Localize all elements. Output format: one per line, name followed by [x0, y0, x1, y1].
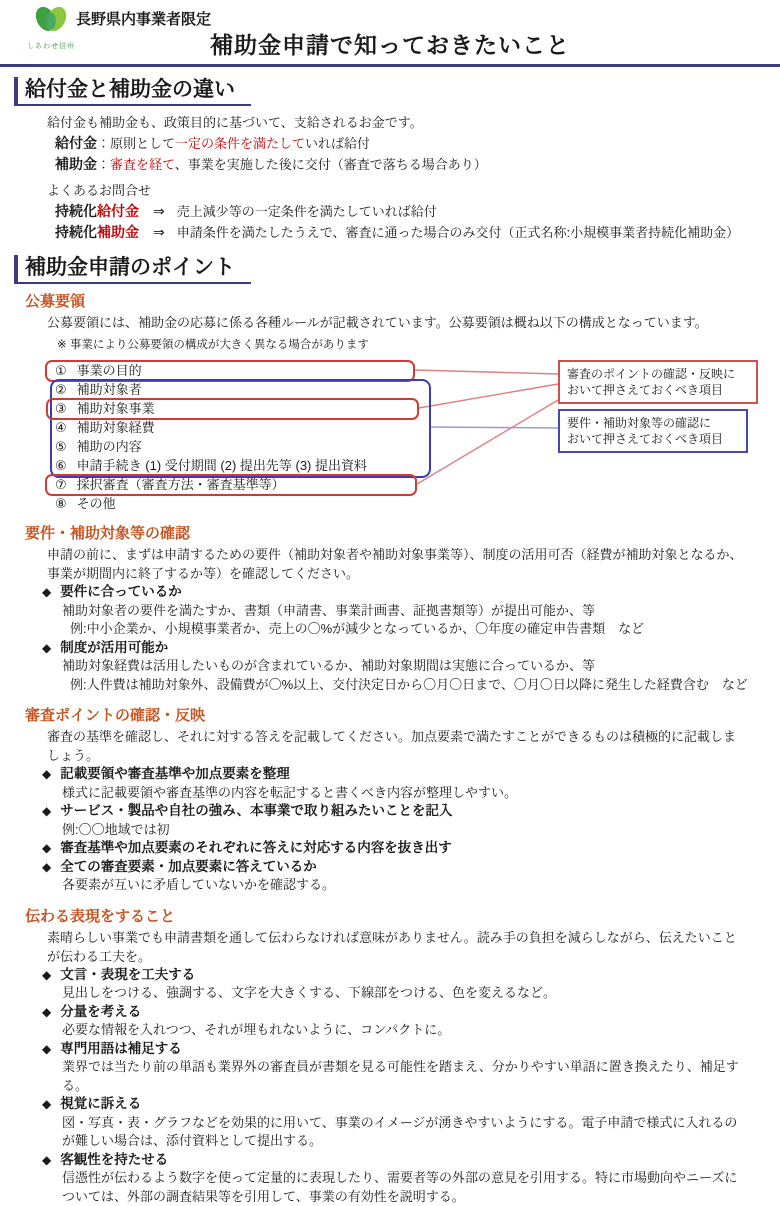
diamond-icon: ◆ [42, 967, 52, 982]
diamond-icon: ◆ [42, 767, 52, 782]
item-number: ② [55, 382, 67, 398]
subsection-heading: 公募要領 [25, 293, 86, 311]
bullet-text: 信憑性が伝わるよう数字を使って定量的に表現したり、需要者等の外部の意見を引用する。特に市場動向やニーズについては、外部の調査結果等を引用して、事業の有効性を説明する。 [62, 1170, 738, 1204]
item-label: 採択審査（審査方法・審査基準等） [76, 477, 285, 493]
subsection-intro: 公募要領には、補助金の応募に係る各種ルールが記載されています。公募要領は概ね以下の構成となっています。 [47, 315, 708, 331]
section-points [0, 243, 780, 1206]
list-item [55, 380, 142, 399]
heart-leaf-icon [33, 5, 69, 35]
callout-line: おいて押さえておくべき項目 [567, 432, 724, 447]
subsection-heading: 審査ポイントの確認・反映 [25, 707, 206, 725]
bullet-text: 様式に記載要領や審査基準の内容を転記すると書くべき内容が整理しやすい。 [62, 784, 518, 800]
restriction-label: 長野県内事業者限定 [76, 11, 212, 28]
diamond-icon: ◆ [42, 804, 52, 819]
list-item [55, 475, 285, 494]
faq-label: よくあるお問合せ [47, 183, 152, 199]
bullet-title-text: 分量を考える [60, 1003, 142, 1019]
item-number: ⑥ [55, 458, 67, 474]
example-text: 例:人件費は補助対象外、設備費が〇%以上、交付決定日から〇月〇日まで、〇月〇日以降に発生した経費含む など [70, 676, 748, 692]
section-heading: 給付金と補助金の違い [14, 77, 251, 106]
subsection-intro: 審査の基準を確認し、それに対する答えを記載してください。加点要素で満たすことができるものは積極的に記載しましょう。 [47, 729, 737, 764]
bullet-text: 見出しをつける、強調する、文字を大きくする、下線部をつける、色を変えるなど。 [62, 985, 557, 1001]
bullet-title-text: 視覚に訴える [60, 1096, 142, 1112]
bullet-title-text: 文言・表現を工夫する [60, 966, 196, 982]
bullet-text: 補助対象経費は活用したいものが含まれているか、補助対象期間は実態に合っているか、等 [62, 658, 596, 674]
item-label: 補助対象者 [76, 382, 142, 398]
subsection-shinsa [0, 704, 780, 895]
bullet-text: 図・写真・表・グラフなどを効果的に用いて、事業のイメージが湧きやすいようにする。電子申請で様式に入れるのが難しい場合は、添付資料として提出する。 [62, 1114, 738, 1149]
diamond-icon: ◆ [42, 841, 52, 856]
bullet-text: 各要素が互いに矛盾していないかを確認する。 [62, 877, 336, 893]
item-number: ① [55, 363, 67, 379]
list-item [55, 361, 142, 380]
faq2-arrow: ⇒ [153, 224, 165, 241]
subsection-intro: 申請の前に、まずは申請するための要件（補助対象者や補助対象事業等）、制度の活用可否（経費が補助対象となるか、事業が期間内に終了するか等）を確認してください。 [47, 547, 743, 582]
faq1-desc: 売上減少等の一定条件を満たしていれば給付 [176, 204, 437, 220]
kyufukin-red-text: 一定の条件を満たして [175, 136, 306, 152]
diamond-icon: ◆ [42, 640, 52, 655]
faq-row [55, 222, 780, 243]
subsection-koubo [0, 290, 780, 512]
hojokin-pre: ： [97, 157, 111, 173]
bullet-title-text: 客観性を持たせる [60, 1151, 169, 1167]
subsection-heading: 要件・補助対象等の確認 [25, 525, 191, 543]
item-label: 事業の目的 [76, 363, 142, 379]
diamond-icon: ◆ [42, 585, 52, 600]
faq2-term-red: 補助金 [97, 224, 139, 241]
bullet-title-text: 専門用語は補足する [60, 1040, 182, 1056]
bullet-text: 補助対象者の要件を満たすか、書類（申請書、事業計画書、証拠書類等）が提出可能か、等 [62, 602, 596, 618]
bullet-title-text: サービス・製品や自社の強み、本事業で取り組みたいことを記入 [60, 803, 453, 819]
subsection-heading: 伝わる表現をすること [25, 907, 176, 925]
callout-requirements [558, 409, 748, 453]
subsection-yoken [0, 522, 780, 694]
hojokin-post: 、事業を実施した後に交付（審査で落ちる場合あり） [174, 157, 487, 173]
bullet-title-text: 記載要領や審査基準や加点要素を整理 [60, 766, 290, 782]
kyufukin-post: いれば給付 [305, 136, 371, 152]
logo-caption: しあわせ信州 [27, 43, 75, 50]
bullet-title [42, 858, 780, 877]
example-text: 例:中小企業か、小規模事業者か、売上の〇%が減少となっているか、〇年度の確定申告書類 など [70, 621, 645, 637]
item-number: ⑧ [55, 496, 67, 512]
item-number: ③ [55, 401, 67, 417]
header [0, 0, 780, 67]
faq2-term-black: 持続化 [55, 224, 97, 241]
callout-review-points [558, 360, 758, 404]
bullet-title-text: 全ての審査要素・加点要素に答えているか [60, 858, 317, 874]
item-label: その他 [76, 496, 116, 512]
faq1-term-red: 給付金 [97, 203, 139, 220]
section-heading: 補助金申請のポイント [14, 255, 251, 284]
diamond-icon: ◆ [42, 859, 52, 874]
item-number: ④ [55, 420, 67, 436]
diamond-icon: ◆ [42, 1152, 52, 1167]
intro-text: 給付金も補助金も、政策目的に基づいて、支給されるお金です。 [47, 115, 423, 131]
term-kyufukin: 給付金 [55, 135, 97, 152]
faq2-desc: 申請条件を満たしたうえで、審査に通った場合のみ交付（正式名称:小規模事業者持続化補助金） [176, 225, 740, 241]
shiawase-shinshu-logo [22, 5, 80, 51]
list-item [55, 399, 155, 418]
bullet-title [42, 1040, 780, 1059]
item-number: ⑤ [55, 439, 67, 455]
section-difference [0, 67, 780, 243]
faq1-term-black: 持続化 [55, 203, 97, 220]
faq1-arrow: ⇒ [153, 203, 165, 220]
subsection-tsutawaru [0, 905, 780, 1206]
diamond-icon: ◆ [42, 1097, 52, 1112]
bullet-title [42, 839, 780, 858]
guideline-structure-diagram [45, 360, 770, 512]
bullet-title [42, 639, 780, 658]
bullet-title [42, 765, 780, 784]
term-hojokin: 補助金 [55, 156, 97, 173]
page-title: 補助金申請で知っておきたいこと [210, 32, 570, 58]
bullet-text: 必要な情報を入れつつ、それが埋もれないように、コンパクトに。 [62, 1022, 451, 1038]
list-item [55, 456, 367, 475]
item-label: 補助の内容 [76, 439, 142, 455]
bullet-title-text: 制度が活用可能か [60, 639, 169, 655]
list-item [55, 437, 142, 456]
faq-row [55, 201, 780, 222]
item-label: 申請手続き (1) 受付期間 (2) 提出先等 (3) 提出資料 [76, 458, 367, 474]
diamond-icon: ◆ [42, 1041, 52, 1056]
item-label: 補助対象経費 [76, 420, 155, 436]
hojokin-red-text: 審査を経て [110, 157, 175, 173]
bullet-text: 業界では当たり前の単語も業界外の審査員が書類を見る可能性を踏まえ、分かりやすい単語に置き換えたり、補足する。 [62, 1059, 739, 1093]
hojokin-line [55, 154, 780, 175]
item-label: 補助対象事業 [76, 401, 155, 417]
bullet-title [42, 1095, 780, 1114]
item-number: ⑦ [55, 477, 67, 493]
bullet-title-text: 要件に合っているか [60, 584, 182, 600]
list-item [55, 494, 116, 513]
subsection-intro: 素晴らしい事業でも申請書類を通して伝わらなければ意味がありません。読み手の負担を減らしながら、伝えたいことが伝わる工夫を。 [47, 929, 737, 964]
example-text: 例:〇〇地域では初 [62, 821, 170, 837]
kyufukin-pre: ：原則として [97, 136, 176, 152]
callout-line: おいて押さえておくべき項目 [567, 383, 724, 398]
bullet-title-text: 審査基準や加点要素のそれぞれに答えに対応する内容を抜き出す [60, 840, 452, 856]
bullet-title [42, 802, 780, 821]
bullet-title [42, 583, 780, 602]
callout-line: 審査のポイントの確認・反映に [567, 367, 736, 382]
kyufukin-line [55, 133, 780, 154]
list-item [55, 418, 155, 437]
bullet-title [42, 1151, 780, 1170]
diamond-icon: ◆ [42, 1004, 52, 1019]
bullet-title [42, 1003, 780, 1022]
bullet-title [42, 966, 780, 985]
callout-line: 要件・補助対象等の確認に [567, 416, 712, 431]
note-text: ※ 事業により公募要領の構成が大きく異なる場合があります [57, 339, 369, 352]
